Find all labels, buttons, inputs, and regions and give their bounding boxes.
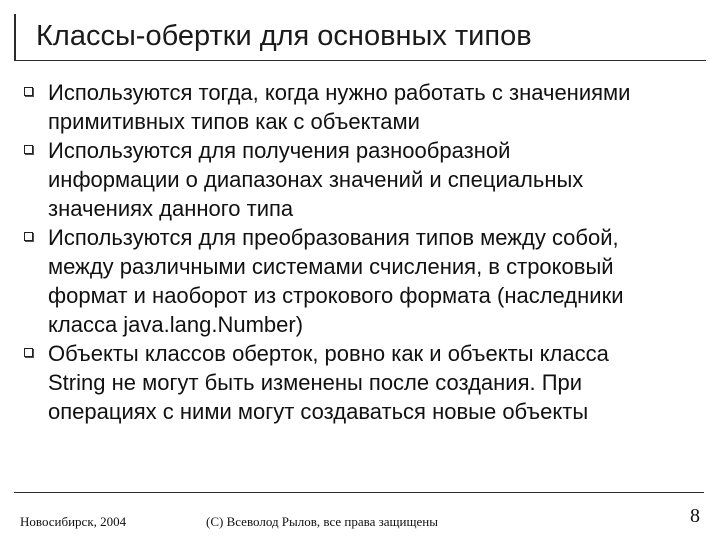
- bullet-line: класса java.lang.Number): [48, 312, 304, 337]
- bullet-line: Используются для преобразования типов между собой,: [48, 225, 619, 250]
- bullet-line: Используются для получения разнообразной: [48, 138, 511, 163]
- bullet-line: значениях данного типа: [48, 196, 294, 221]
- footer-copyright: (C) Всеволод Рылов, все права защищены: [206, 514, 438, 529]
- bullet-list: [20, 78, 700, 426]
- bullet-line: операциях с ними могут создаваться новые объекты: [48, 399, 589, 424]
- square-bullet-icon: [24, 348, 33, 357]
- footer-location: Новосибирск, 2004: [20, 514, 127, 529]
- bullet-item-2: [20, 136, 700, 223]
- bullet-line: Используются тогда, когда нужно работать с значениями: [48, 80, 631, 105]
- square-bullet-icon: [24, 87, 33, 96]
- bullet-line: Объекты классов оберток, ровно как и объекты класса: [48, 341, 609, 366]
- title-bar: [14, 14, 706, 61]
- bullet-line: информации о диапазонах значений и специальных: [48, 167, 584, 192]
- bullet-item-1: [20, 78, 700, 136]
- square-bullet-icon: [24, 145, 33, 154]
- bullet-line: формат и наоборот из строкового формата (наследники: [48, 283, 624, 308]
- bullet-line: String не могут быть изменены после создания. При: [48, 370, 583, 395]
- page-title: Классы-обертки для основных типов: [36, 20, 532, 52]
- square-bullet-icon: [24, 232, 33, 241]
- bullet-item-3: [20, 223, 700, 339]
- bullet-line: примитивных типов как с объектами: [48, 109, 420, 134]
- page-number: 8: [690, 505, 700, 527]
- footer-divider: [14, 492, 704, 493]
- bullet-line: между различными системами счисления, в строковый: [48, 254, 614, 279]
- bullet-item-4: [20, 339, 700, 426]
